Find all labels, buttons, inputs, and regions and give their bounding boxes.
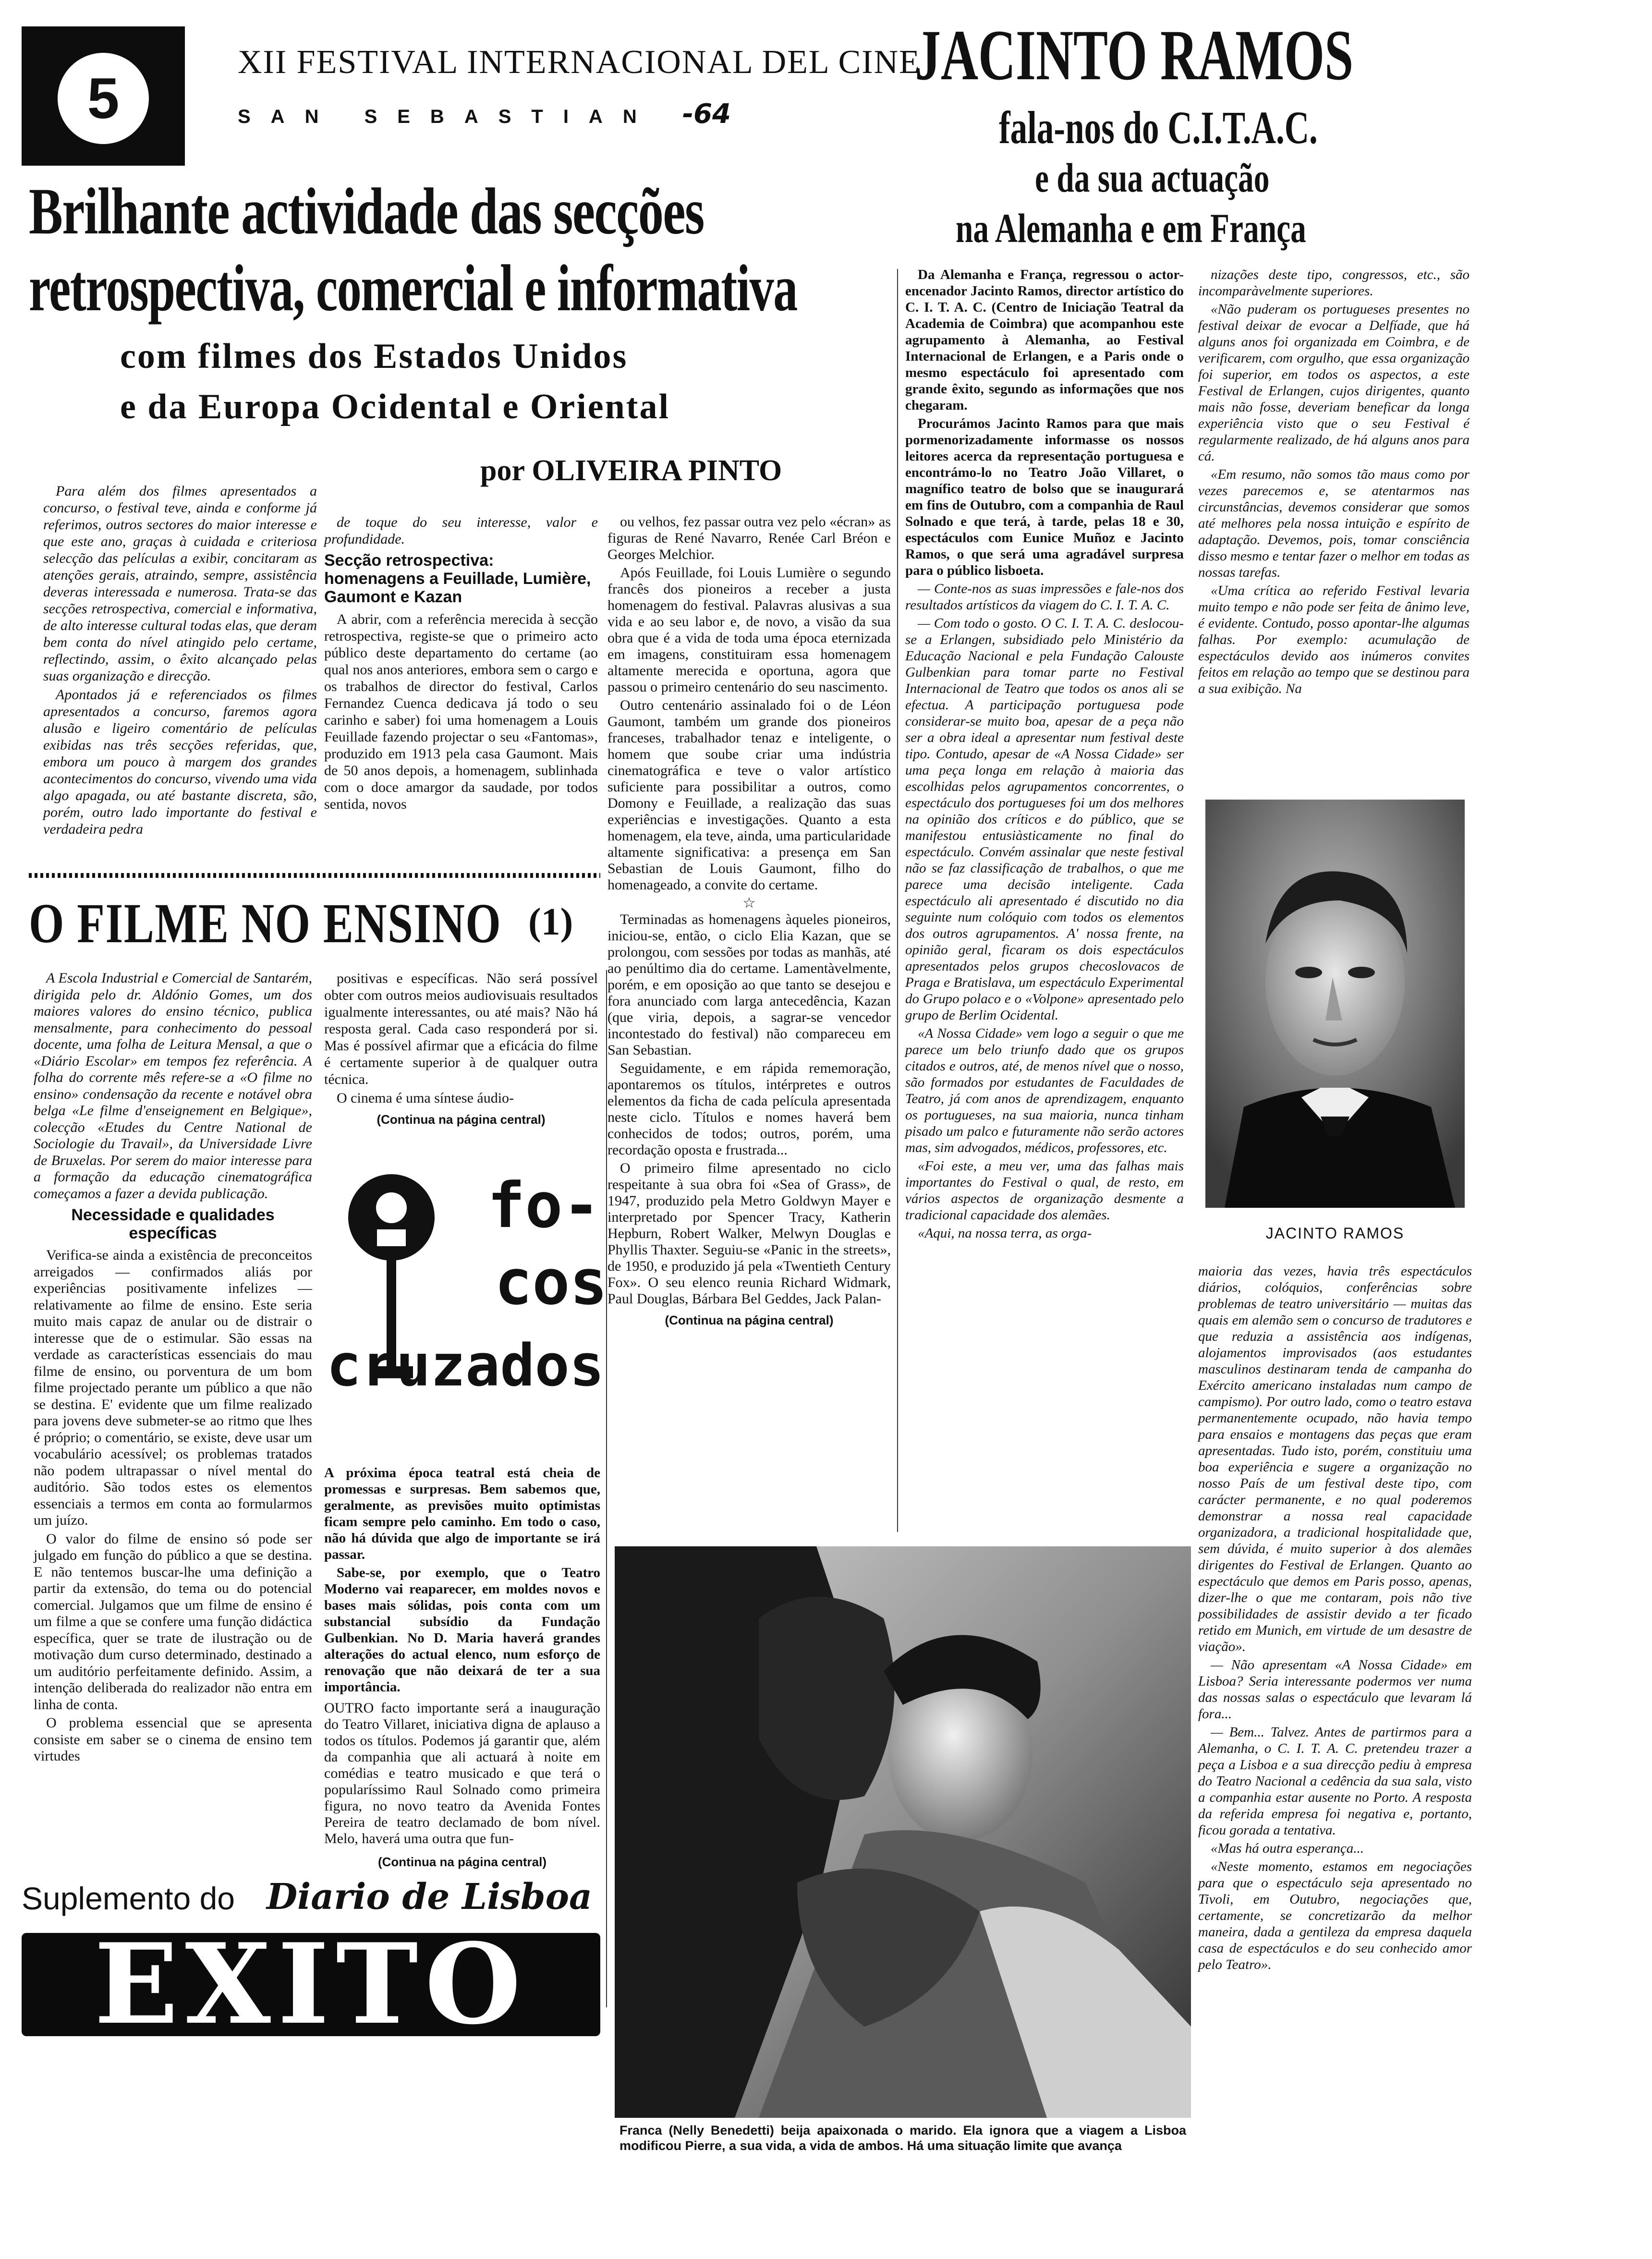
paragraph: «Neste momento, estamos em negociações para que o espectáculo seja apresentado no Tivoli, em Outubro, negociações que, certamente, se concretizarão da melhor maneira, dada a gentileza da empresa daquela casa de espectáculos e do seu conhecido amor pelo Teatro». — [1198, 1859, 1472, 1972]
exito-block — [22, 1919, 600, 2049]
film-still-photo — [615, 1546, 1191, 2118]
paragraph: «Mas há outra esperança... — [1211, 1841, 1364, 1856]
film-still-caption: Franca (Nelly Benedetti) beija apaixonada o marido. Ela ignora que a viagem a Lisboa modificou Pierre, a sua vida, a vida de ambos. Há uma situação limite que avança — [620, 2123, 1186, 2153]
paragraph: Seguidamente, e em rápida rememoração, apontaremos os títulos, intérpretes e outros elementos da ficha de cada película apresentada neste ciclo. Títulos e nomes haverá bem conhecidos de todos; outros, porém, uma recordação oposta e frustrada... — [607, 1060, 891, 1158]
paragraph: «Uma crítica ao referido Festival levaria muito tempo e não pode ser feita de ânimo leve, é evidente. Contudo, posso apontar-lhe algumas falhas. Por exemplo: acumulação de espectáculos devido aos inúmeros convites feitos em relação ao tempo que se destinou para a sua exibição. Na — [1198, 583, 1470, 696]
ensino-col-2 — [324, 970, 598, 1128]
paragraph: Sabe-se, por exemplo, que o Teatro Moderno vai reaparecer, em moldes novos e bases mais sólidas, pois conta com um substancial subsídio da Fundação Gulbenkian. No D. Maria haverá grandes alterações do actual elenco, num esforço de renovação que não deixará de ter a sua importância. — [324, 1565, 600, 1695]
paragraph: «A Nossa Cidade» vem logo a seguir o que me parece um belo triunfo dado que os grupos citados e outros, até, de menos nível que o nosso, são formados por estudantes de Faculdades de Teatro, já com anos de aprendizagem, enquanto os portugueses, na sua maioria, nunca tinham pisado um palco e futuramente não serão actores mas, sim advogados, médicos, professores, etc. — [905, 1026, 1184, 1155]
paragraph: de toque do seu interesse, valor e profundidade. — [324, 514, 598, 547]
paragraph: OUTRO facto importante será a inauguração do Teatro Villaret, iniciativa digna de aplauso a todos os títulos. Podemos já garantir que, além da companhia que ali actuará à noite em comédias e teatro musicado e que terá o popularíssimo Raul Solnado como primeira figura, no novo teatro da Avenida Fontes Pereira de teatro declamado de bom nível. Melo, haverá uma outra que fun- — [324, 1700, 600, 1846]
paragraph: «Foi este, a meu ver, uma das falhas mais importantes do Festival o qual, de resto, em vários aspectos de organização desmente a tradicional capacidade dos alemães. — [905, 1158, 1184, 1223]
ensino-headline-num: (1) — [528, 901, 573, 943]
continued-note: (Continua na página central) — [377, 1112, 546, 1127]
exito-logo: EXITO — [94, 1919, 528, 2049]
festival-byline: por OLIVEIRA PINTO — [480, 454, 782, 487]
continued-note: (Continua na página central) — [665, 1313, 834, 1327]
column-rule — [897, 269, 898, 1532]
paragraph: — Bem... Talvez. Antes de partirmos para a Alemanha, o C. I. T. A. C. pretendeu trazer a peça a Lisboa e a sua direcção pediu à empresa do Teatro Nacional a cedência da sua sala, visto a companhia estar ausente no Porto. A resposta da referida empresa foi negativa e, portanto, ficou gorada a tentativa. — [1198, 1725, 1472, 1838]
paragraph: — Com todo o gosto. O C. I. T. A. C. deslocou-se a Erlangen, subsidiado pelo Ministério da Educação Nacional e pela Fundação Calouste Gulbenkian para tomar parte no Festival Internacional de Teatro que todos os anos ali se efectua. A participação portuguesa pode considerar-se muito boa, apesar de a peça não ser a obra ideal a apresentar num festival deste tipo. Contudo, apesar de «A Nossa Cidade» ser uma peça longa em relação à maioria das escolhidas pelos agrupamentos concorrentes, o espectáculo dos portugueses foi um dos melhores na opinião dos críticos e do público, que se manifestou entusiàsticamente no final do espectáculo. Convém assinalar que neste festival não se faz classificação de trabalhos, o que me parece uma decisão inteligente. Cada espectáculo ali apresentado é discutido no dia seguinte num colóquio com todos os elementos dos outros agrupamentos. A' nossa frente, na opinião geral, ficaram os dois espectáculos apresentados pelos grupos checoslovacos de Praga e Bratislava, um espectáculo Experimental do Grupo polaco e o «Volpone» apresentado pelo grupo de Berlim Ocidental. — [905, 616, 1184, 1023]
section-subheading: Secção retrospectiva: homenagens a Feuillade, Lumière, Gaumont e Kazan — [324, 551, 591, 606]
ensino-subheading: Necessidade e qualidades específicas — [71, 1206, 275, 1242]
paragraph: — Não apresentam «A Nossa Cidade» em Lisboa? Seria interessante podermos ver numa das nossas salas o espectáculo que levaram lá fora... — [1198, 1657, 1472, 1722]
paragraph: O cinema é uma síntese áudio- — [337, 1090, 514, 1106]
focos-title-2: cos — [495, 1246, 607, 1319]
paragraph: positivas e específicas. Não será possível obter com outros meios audiovisuais resultados igualmente interessantes, ou até mais? Não há resposta geral. Cada caso responderá por si. Mas é possível afirmar que a eficácia do filme é certamente superior à de qualquer outra técnica. — [324, 971, 598, 1087]
festival-col-2 — [324, 514, 598, 814]
paragraph: Procurámos Jacinto Ramos para que mais pormenorizadamente informasse os nossos leitores acerca da representação portuguesa e encontrámo-lo no Teatro João Villaret, o magnífico teatro de bolso que se inaugurará em fins de Outubro, com a companhia de Raul Solnado e que terá, à tarde, pelas 18 e 30, espectáculos com Eunice Muñoz e Jacinto Ramos, o que será uma agradável surpresa para o público lisboeta. — [905, 416, 1184, 578]
paragraph: O problema essencial que se apresenta consiste em saber se o cinema de ensino tem virtudes — [34, 1715, 312, 1764]
paragraph: nizações deste tipo, congressos, etc., são incomparàvelmente superiores. — [1198, 267, 1470, 299]
jacinto-col-2b — [1198, 1263, 1472, 1975]
page-number-badge — [22, 26, 185, 166]
masthead — [22, 1876, 603, 2049]
paragraph: Para além dos filmes apresentados a concurso, o festival teve, ainda e conforme já referimos, outros sectores do maior interesse e que este ano, graças à cuidada e criteriosa selecção das películas a exibir, concitaram as atenções gerais, atraindo, sempre, assistência deveras interessada e numerosa. Trata-se das secções retrospectiva, comercial e informativa, de alto interesse cultural todas elas, que deram bem conta do nível atingido pelo certame, reflectindo, assim, o êxito alcançado pelas suas organização e direcção. — [43, 483, 317, 684]
ensino-headline-text: O FILME NO ENSINO — [29, 892, 502, 955]
focos-title-3: cruzados — [327, 1333, 604, 1399]
paragraph: O primeiro filme apresentado no ciclo respeitante à sua obra foi «Sea of Grass», de 1947, produzido pela Metro Goldwyn Mayer e interpretado por Spencer Tracy, Katherin Hepburn, Robert Walker, Melwyn Douglas e Phyllis Thaxter. Seguiu-se «Panic in the streets», de 1950, e produzido já pela «Twentieth Century Fox». O seu elenco reunia Richard Widmark, Paul Douglas, Bárbara Bel Geddes, Jack Palan- — [607, 1160, 891, 1307]
festival-place-text: SAN SEBASTIAN — [238, 106, 657, 127]
paragraph: — Conte-nos as suas impressões e fale-nos dos resultados artísticos da viagem do C. I. T. A. C. — [905, 581, 1184, 613]
festival-headline-2: retrospectiva, comercial e informativa — [29, 251, 797, 325]
festival-place — [238, 98, 731, 130]
jacinto-headline-1: fala-nos do C.I.T.A.C. — [999, 102, 1318, 153]
jacinto-photo — [1205, 800, 1465, 1208]
focos-title-1: fo- — [487, 1169, 600, 1242]
focos-col — [324, 1465, 600, 1697]
festival-col-3 — [607, 514, 891, 1328]
festival-year: -64 — [682, 98, 731, 130]
star-divider: ☆ — [742, 895, 756, 911]
portrait-image — [1205, 800, 1465, 1208]
jacinto-name-headline: JACINTO RAMOS — [915, 15, 1354, 95]
paragraph: maioria das vezes, havia três espectáculos diários, colóquios, conferências sobre problemas de teatro universitário — muitas das quais em alemão sem o concurso de tradutores e que reduzia a assistência aos indígenas, alojamentos improvisados (aos estudantes masculinos destinaram tenda de campanha do Exército americano instaladas num campo de campismo). Por outro lado, como o teatro estava permanentemente ocupado, não havia tempo para ensaios e montagens das peças que eram apresentadas. Tudo isto, porém, constituiu uma boa experiência e sugere a organização no nosso País de um festival deste tipo, com carácter permanente, e no qual poderemos demonstrar a nossa real capacidade organizadora, a tradicional hospitalidade que, sem dúvida, é muito superior à dos alemães dirigentes do Festival de Erlangen. Quanto ao espectáculo que demos em Paris posso, apenas, dizer-lhe o que me contaram, pois não tive possibilidades de assistir devido a ter ficado retido em Munich, em virtude de um desastre de viação». — [1198, 1263, 1472, 1654]
jacinto-headline-2: e da sua actuação — [1035, 155, 1270, 201]
jacinto-col-1 — [905, 267, 1184, 1243]
festival-headline-1: Brilhante actividade das secções — [29, 174, 704, 248]
paragraph: A Escola Industrial e Comercial de Santarém, dirigida pelo dr. Aldónio Gomes, um dos maiores valores do ensino técnico, publica mensalmente, para conhecimento do pessoal docente, uma folha de Leitura Mensal, a que o «Diário Escolar» em tempos fez referência. A folha do corrente mês refere-se a «O filme no ensino» condensação da recente e notável obra belga «Le filme d'enseignement en Belgique», colecção «Etudes du Centre National de Sociologie du Travail», da Universidade Livre de Bruxelas. Por serem do maior interesse para a formação da educação cinematográfica começamos a fazer a devida publicação. — [34, 970, 312, 1202]
paragraph: Outro centenário assinalado foi o de Léon Gaumont, também um grande dos pioneiros franceses, trabalhador tenaz e inteligente, o homem que soube criar uma indústria cinematográfica e teve o valor artístico suficiente para possibilitar a outros, como Domony e Feuillade, a realização das suas experiências e investigações. Quanto a esta homenagem, ela teve, ainda, uma particularidade altamente significativa: a presença em San Sebastian de Louis Gaumont, filho do homenageado, a convite do certame. — [607, 697, 891, 893]
masthead-suplemento: Suplemento do — [22, 1881, 235, 1916]
ensino-col-1 — [34, 970, 312, 1767]
continued-note: (Continua na página central) — [377, 1855, 547, 1869]
paragraph: Verifica-se ainda a existência de preconceitos arreigados — confirmados aliás por experiências positivamente infelizes — relativamente ao filme de ensino. Este seria muito mais capaz de anular ou de distrair o interesse que de o estimular. São essas na verdade as características essenciais do mau filme de ensino, ou porventura de um bom filme projectado perante um público a que não se destina. E' evidente que um filme realizado para jovens deve submeter-se ao ritmo que lhes é próprio; o comentário, se existe, deve usar um vocabulário acessível; os problemas tratados não podem ultrapassar o nível mental do auditório. São todos estes os elementos essenciais a termos em conta ao formularmos um juízo. — [34, 1247, 312, 1528]
column-rule — [606, 970, 607, 2007]
paragraph: O valor do filme de ensino só pode ser julgado em função do público a que se destina. E não tentemos buscar-lhe uma definição a partir da extensão, do tema ou do potencial comercial. Julgamos que um filme de ensino é um filme a que se confere uma função didáctica específica, quer se trate de ilustração ou de motivação dum curso determinado, destinado a um auditório perfeitamente definido. Assim, a intenção deliberada do realizador não entra em linha de conta. — [34, 1530, 312, 1712]
page-number: 5 — [87, 66, 120, 131]
paragraph: Apontados já e referenciados os filmes apresentados a concurso, faremos agora alusão e ligeiro comentário de películas exibidas nas três secções referidas, que, embora um pouco à margem dos grandes acontecimentos do concurso, vivendo uma vida algo apagada, ou até bastante discreta, são, porém, outro lado importante do festival e verdadeira pedra — [43, 687, 317, 837]
paragraph: Após Feuillade, foi Louis Lumière o segundo francês dos pioneiros a receber a justa homenagem do festival. Palavras alusivas a sua vida e ao seu labor e, de novo, a visão da sua obra que é a vida de toda uma época eternizada em imagens, constituiram essa homenagem altamente merecida e oportuna, agora que passou o primeiro centenário do seu nascimento. — [607, 565, 891, 695]
festival-col-1 — [43, 483, 317, 839]
paragraph: A próxima época teatral está cheia de promessas e surpresas. Bem sabemos que, geralmente, as previsões muito optimistas ficam sempre pelo caminho. Em todo o caso, não há dúvida que algo de importante se irá passar. — [324, 1465, 600, 1562]
festival-line: XII FESTIVAL INTERNACIONAL DEL CINE — [238, 44, 921, 81]
ensino-headline — [29, 891, 620, 956]
jacinto-headline-3: na Alemanha e em França — [956, 205, 1306, 251]
wavy-divider — [29, 873, 600, 878]
paragraph: «Em resumo, não somos tão maus como por vezes parecemos e, se atentarmos nas circunstâncias, devemos considerar que somos até melhores pela nossa intuição e espírito de adaptação. Devemos, pois, tomar consciência disso mesmo e tentar fazer o melhor em todas as nossas tarefas. — [1198, 467, 1470, 580]
paragraph: Da Alemanha e França, regressou o actor-encenador Jacinto Ramos, director artístico do C. I. T. A. C. (Centro de Iniciação Teatral da Academia de Coimbra) que acompanhou este agrupamento à Alemanha, ao Festival Internacional de Erlangen, e a Paris onde o mesmo espectáculo foi apresentado com grande êxito, segundo as informações que nos chegaram. — [905, 267, 1184, 413]
paragraph: «Não puderam os portugueses presentes no festival deixar de evocar a Delfíade, que há alguns anos foi organizada em Coimbra, e de verificarem, com orgulho, que essa organização foi superior, em todos os aspectos, a este Festival de Erlangen, cujos dirigentes, quanto mais não fosse, deveriam beneficar da longa experiência visto que o seu Festival é regularmente realizado, de há alguns anos para cá. — [1198, 302, 1470, 464]
jacinto-photo-caption: JACINTO RAMOS — [1265, 1225, 1405, 1242]
festival-subhead-1: com filmes dos Estados Unidos — [120, 337, 628, 376]
paragraph: Terminadas as homenagens àqueles pioneiros, iniciou-se, então, o ciclo Elia Kazan, que se prolongou, com sessões por todas as manhãs, até ao penúltimo dia do certame. Lamentàvelmente, porém, e em oposição ao que tanto se desejou e fora anunciado com larga antecedência, Kazan (que viria, depois, a sagrar-se vencedor incontestado do festival) não compareceu em San Sebastian. — [607, 911, 891, 1058]
masthead-paper: Diario de Lisboa — [267, 1876, 592, 1918]
paragraph: «Aqui, na nossa terra, as orga- — [918, 1226, 1092, 1241]
paragraph: ou velhos, fez passar outra vez pelo «écran» as figuras de René Navarro, Renée Carl Bréon e Georges Melchior. — [607, 514, 891, 562]
focos-col-2 — [324, 1700, 600, 1870]
film-still-image — [615, 1546, 1191, 2118]
festival-subhead-2: e da Europa Ocidental e Oriental — [120, 387, 670, 426]
jacinto-col-2 — [1198, 267, 1470, 699]
paragraph: A abrir, com a referência merecida à secção retrospectiva, registe-se que o primeiro acto público deste departamento do certame (ao qual nos anos anteriores, embora sem o cargo e os trabalhos de director do festival, Carlos Fernandez Cuenca dedicava já todo o seu carinho e saber) foi uma homenagem a Louis Feuillade fazendo projectar o seu «Fantomas», produzido em 1913 pela casa Gaumont. Mais de 50 anos depois, a homenagem, sublinhada com o doce amargor da saudade, por todos sentida, novos — [324, 611, 598, 812]
